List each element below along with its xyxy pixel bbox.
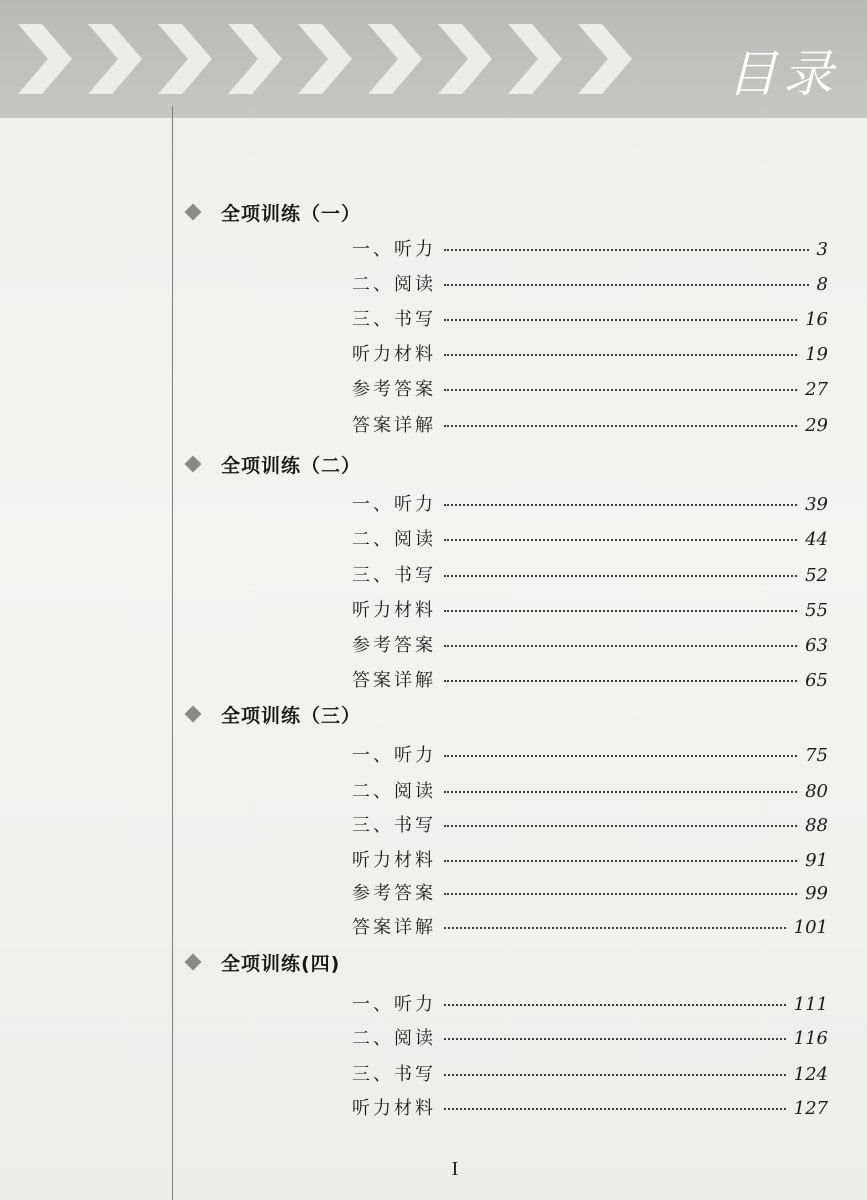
entry-page: 91 — [805, 850, 828, 871]
toc-entry[interactable] — [352, 631, 828, 659]
dot-leader — [444, 610, 797, 612]
diamond-bullet-icon — [185, 954, 202, 971]
dot-leader — [444, 1004, 786, 1006]
toc-entry[interactable] — [352, 411, 828, 439]
entry-page: 111 — [793, 994, 828, 1015]
entry-label: 参考答案 — [352, 635, 436, 656]
dot-leader — [444, 319, 797, 321]
entry-label: 三、书写 — [352, 565, 436, 586]
toc-entry[interactable] — [352, 305, 828, 333]
entry-label: 三、书写 — [352, 309, 436, 330]
dot-leader — [444, 1038, 786, 1040]
entry-label: 听力材料 — [352, 850, 436, 871]
entry-label: 二、阅读 — [352, 781, 436, 802]
dot-leader — [444, 504, 797, 506]
entry-label: 听力材料 — [352, 344, 436, 365]
toc-entry[interactable] — [352, 525, 828, 553]
dot-leader — [444, 249, 809, 251]
entry-label: 听力材料 — [352, 1098, 436, 1119]
dot-leader — [444, 755, 797, 757]
section-title: 全项训练(四) — [221, 952, 341, 975]
entry-page: 52 — [805, 565, 828, 586]
section-title: 全项训练（三） — [221, 704, 362, 727]
toc-section-1[interactable] — [187, 197, 361, 227]
toc-entry[interactable] — [352, 270, 828, 298]
entry-page: 127 — [793, 1098, 828, 1119]
entry-page: 27 — [805, 379, 828, 400]
dot-leader — [444, 1108, 786, 1110]
entry-page: 80 — [805, 781, 828, 802]
dot-leader — [444, 927, 786, 929]
entry-label: 二、阅读 — [352, 529, 436, 550]
dot-leader — [444, 284, 809, 286]
entry-label: 三、书写 — [352, 1064, 436, 1085]
entry-label: 参考答案 — [352, 379, 436, 400]
toc-entry[interactable] — [352, 811, 828, 839]
toc-entry[interactable] — [352, 990, 828, 1018]
entry-label: 一、听力 — [352, 494, 436, 515]
dot-leader — [444, 825, 797, 827]
dot-leader — [444, 389, 797, 391]
entry-page: 39 — [805, 494, 828, 515]
entry-label: 二、阅读 — [352, 274, 436, 295]
entry-page: 16 — [805, 309, 828, 330]
dot-leader — [444, 425, 797, 427]
entry-page: 55 — [805, 600, 828, 621]
dot-leader — [444, 354, 797, 356]
page-title: 目录 — [727, 45, 839, 103]
diamond-bullet-icon — [185, 706, 202, 723]
toc-entry[interactable] — [352, 561, 828, 589]
entry-page: 8 — [816, 274, 828, 295]
entry-page: 116 — [793, 1028, 828, 1049]
toc-entry[interactable] — [352, 846, 828, 874]
toc-entry[interactable] — [352, 1060, 828, 1088]
toc-entry[interactable] — [352, 741, 828, 769]
entry-label: 听力材料 — [352, 600, 436, 621]
section-title: 全项训练（一） — [221, 202, 362, 225]
entry-label: 一、听力 — [352, 745, 436, 766]
entry-page: 63 — [805, 635, 828, 656]
entry-page: 101 — [793, 917, 828, 938]
entry-page: 88 — [805, 815, 828, 836]
toc-entry[interactable] — [352, 490, 828, 518]
toc-entry[interactable] — [352, 879, 828, 907]
entry-label: 一、听力 — [352, 239, 436, 260]
dot-leader — [444, 860, 797, 862]
entry-page: 65 — [805, 670, 828, 691]
diamond-bullet-icon — [185, 456, 202, 473]
entry-page: 99 — [805, 883, 828, 904]
dot-leader — [444, 893, 797, 895]
toc-section-2[interactable] — [187, 449, 361, 479]
entry-label: 三、书写 — [352, 815, 436, 836]
margin-rule — [172, 106, 173, 1200]
toc-section-3[interactable] — [187, 699, 361, 729]
dot-leader — [444, 680, 797, 682]
dot-leader — [444, 539, 797, 541]
toc-entry[interactable] — [352, 1024, 828, 1052]
toc-section-4[interactable] — [187, 947, 340, 977]
toc-entry[interactable] — [352, 777, 828, 805]
entry-label: 二、阅读 — [352, 1028, 436, 1049]
dot-leader — [444, 575, 797, 577]
toc-entry[interactable] — [352, 596, 828, 624]
diamond-bullet-icon — [185, 204, 202, 221]
entry-label: 参考答案 — [352, 883, 436, 904]
section-title: 全项训练（二） — [221, 454, 362, 477]
dot-leader — [444, 1074, 786, 1076]
chevron-arrows-icon — [0, 0, 700, 118]
entry-page: 3 — [816, 239, 828, 260]
entry-page: 75 — [805, 745, 828, 766]
toc-entry[interactable] — [352, 666, 828, 694]
dot-leader — [444, 645, 797, 647]
entry-page: 29 — [805, 415, 828, 436]
entry-page: 124 — [793, 1064, 828, 1085]
toc-entry[interactable] — [352, 340, 828, 368]
page-number: I — [451, 1158, 459, 1180]
entry-page: 44 — [805, 529, 828, 550]
entry-label: 答案详解 — [352, 917, 436, 938]
dot-leader — [444, 791, 797, 793]
entry-label: 答案详解 — [352, 670, 436, 691]
toc-entry[interactable] — [352, 375, 828, 403]
toc-entry[interactable] — [352, 1094, 828, 1122]
entry-label: 一、听力 — [352, 994, 436, 1015]
toc-entry[interactable] — [352, 235, 828, 263]
entry-label: 答案详解 — [352, 415, 436, 436]
header-band — [0, 0, 867, 118]
toc-entry[interactable] — [352, 913, 828, 941]
entry-page: 19 — [805, 344, 828, 365]
